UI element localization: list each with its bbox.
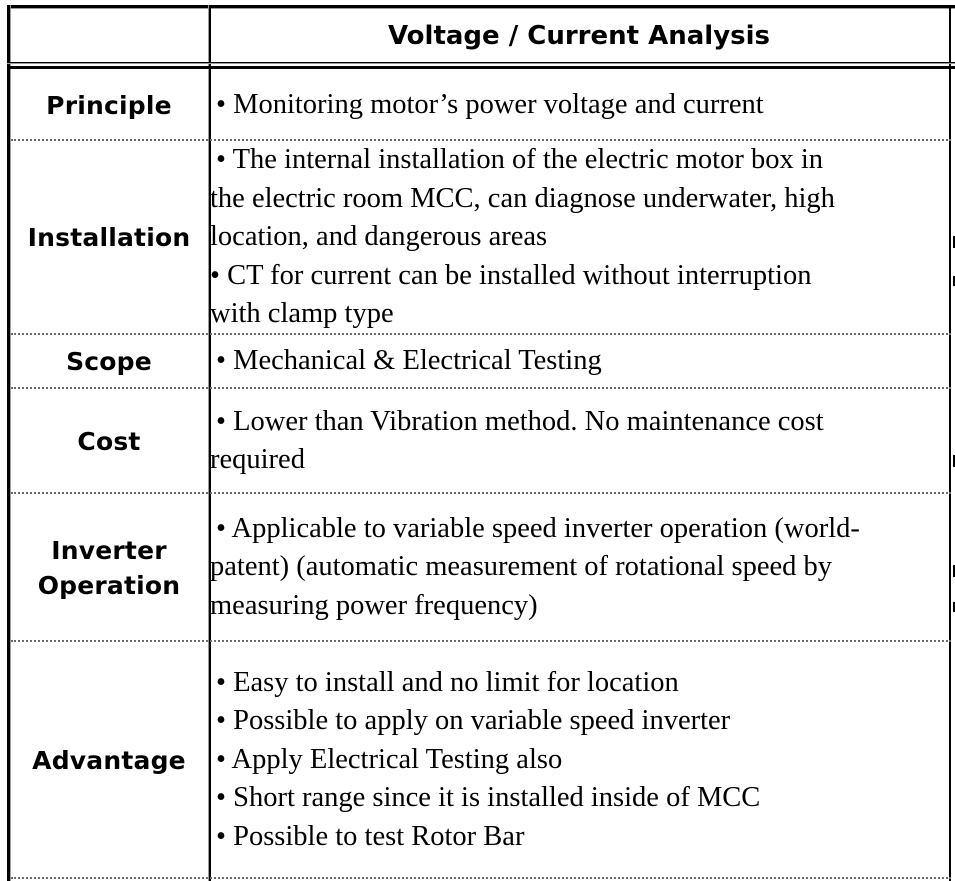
row-content-advantage [210,643,948,877]
header-corner-cell [11,9,207,62]
content-line: required [210,444,305,475]
content-line: • Easy to install and no limit for location [216,666,679,698]
content-line: measuring power frequency) [210,589,538,621]
header-divider-line-1 [7,62,955,64]
row-label-inverter-operation [11,495,207,640]
content-line: • CT for current can be installed without interruption [210,259,812,291]
row-label-scope: Scope [66,347,152,376]
row-label-principle: Principle [46,90,172,120]
row-label-line: Operation [37,570,181,600]
table-right-border [949,5,951,881]
row-content-installation [210,142,948,333]
row-label-cost: Cost [77,426,141,456]
content-line: • Monitoring motor’s power voltage and current [216,88,764,120]
column-header-voltage-current-analysis: Voltage / Current Analysis [387,20,771,51]
content-line: • Possible to test Rotor Bar [216,820,525,852]
content-line: • The internal installation of the electric motor box in [216,144,823,176]
content-line: • Applicable to variable speed inverter operation (world- [216,512,860,544]
row-divider [11,877,951,879]
row-divider [11,492,951,494]
row-divider [11,640,951,642]
row-content-scope [210,336,948,387]
content-line: • Mechanical & Electrical Testing [216,345,602,377]
row-label-line: Inverter [51,535,167,565]
comparison-table [7,5,951,881]
content-line: • Possible to apply on variable speed inverter [216,705,731,737]
row-content-cost [210,390,948,492]
content-line: • Short range since it is installed inside of MCC [216,782,761,814]
header-divider-line-2 [7,66,955,69]
row-content-principle [210,71,948,139]
content-line: the electric room MCC, can diagnose underwater, high [210,182,835,214]
content-line: location, and dangerous areas [210,221,548,253]
content-line: • Apply Electrical Testing also [216,743,563,775]
row-label-advantage: Advantage [32,745,186,775]
content-line: patent) (automatic measurement of rotational speed by [210,551,833,583]
content-line: with clamp type [210,298,394,330]
content-line: • Lower than Vibration method. No maintenance cost [216,405,824,437]
row-content-inverter-operation [210,495,948,640]
row-label-installation: Installation [27,223,191,252]
row-divider [11,387,951,389]
